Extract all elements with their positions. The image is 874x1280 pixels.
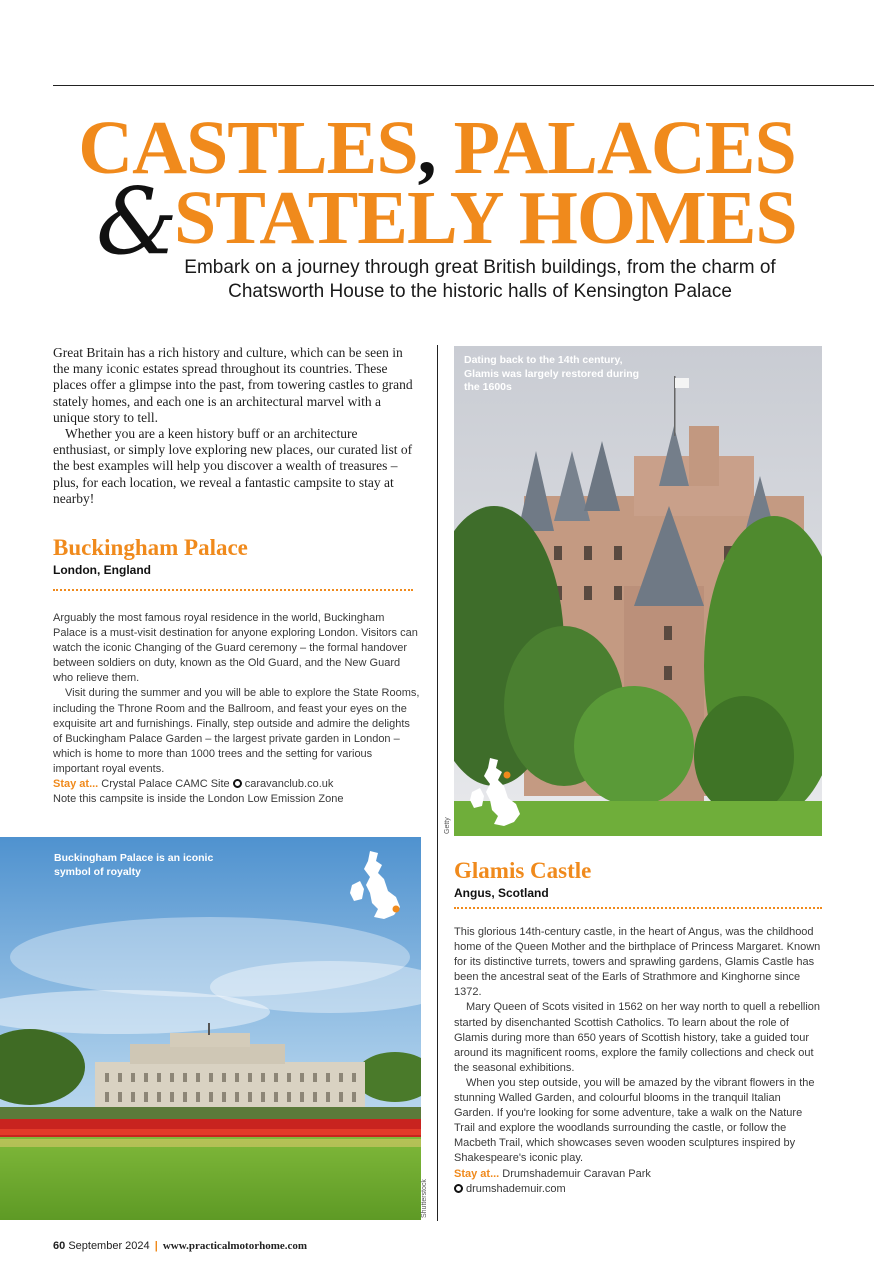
photo-caption: Buckingham Palace is an iconic symbol of royalty [54,852,214,878]
headline-comma: , [417,106,436,190]
stay-line [454,1167,822,1182]
buckingham-palace-photo [0,837,421,1220]
dotted-divider [53,589,413,591]
body-paragraph: When you step outside, you will be amazed by the vibrant flowers in the stunning Walled Garden, and colourful blooms in the tranquil Italian Garden. If you're looking for some adventure, take a walk on the Nature Trail and explore the woodlands surrounding the castle, or follow the Macbeth Trail, which showcases seven wooden sculptures inspired by Shakespeare's iconic play. [454,1076,815,1165]
dotted-divider [454,907,822,909]
issue-date: September 2024 [68,1240,150,1252]
section-buckingham-header [53,534,413,591]
photo-credit: Shutterstock [421,1179,428,1218]
section-title: Buckingham Palace [53,535,248,560]
headline-line2: STATELY HOMES [174,176,797,260]
body-paragraph: This glorious 14th-century castle, in the heart of Angus, was the childhood home of the Queen Mother and the birthplace of Princess Margaret. Known for its distinctive turrets, towers and sprawling gardens, Glamis Castle has been the ancestral seat of the Earls of Strathmore and Kinghorne since 1372. [454,926,821,999]
stay-url-link[interactable]: caravanclub.co.uk [244,778,334,791]
headline-castles: CASTLES [78,106,418,190]
stay-site: Crystal Palace CAMC Site [98,778,233,791]
page-number: 60 [53,1240,66,1252]
top-rule [53,85,874,86]
section-title: Glamis Castle [454,858,592,883]
stay-label: Stay at... [53,778,99,791]
body-paragraph: Visit during the summer and you will be able to explore the State Rooms, including the Throne Room and the Ballroom, and feast your eyes on the exquisite art and furnishings. Finally, step outside and admire the delights of Buckingham Palace Garden – the largest private garden in London – which is home to more than 1000 trees and the setting for various important royal events. [53,687,420,775]
uk-map-icon [348,849,408,923]
photo-caption: Dating back to the 14th century, Glamis was largely restored during the 1600s [464,354,640,393]
footer-separator: | [154,1240,158,1252]
section-glamis-header [454,857,822,909]
intro-paragraph: Whether you are a keen history buff or an architecture enthusiast, or simply love exploring new places, our curated list of the best examples will help you discover a wealth of treasures – plus, for each location, we reveal a fantastic campsite to stay at nearby! [53,426,413,506]
photo-credit: Getty [444,817,451,834]
stay-site: Drumshademuir Caravan Park [499,1167,651,1180]
glamis-castle-photo [454,346,822,836]
section-glamis-body [454,925,822,1197]
intro-paragraph: Great Britain has a rich history and culture, which can be seen in the many iconic estates spread throughout its countries. These places offer a glimpse into the past, from towering castles to grand stately homes, and each one is an architectural marvel with a unique story to tell. [53,345,413,425]
page-footer [53,1240,307,1252]
standfirst: Embark on a journey through great British buildings, from the charm of Chatsworth House to the historic halls of Kensington Palace [184,257,776,302]
body-paragraph: Arguably the most famous royal residence in the world, Buckingham Palace is a must-visit destination for anyone exploring London. Visitors can watch the iconic Changing of the Guard ceremony – the formal handover between soldiers on duty, known as the Old Guard, and the New Guard who relieve them. [53,612,418,685]
column-divider [437,345,438,1221]
uk-map-icon [468,756,526,826]
stay-line [53,777,420,792]
stay-label: Stay at... [454,1167,500,1180]
footer-website-link[interactable]: www.practicalmotorhome.com [162,1240,308,1252]
headline-ampersand: & [96,168,178,275]
stay-url-line [454,1182,822,1197]
section-location: Angus, Scotland [454,886,549,900]
stay-note: Note this campsite is inside the London Low Emission Zone [53,793,344,806]
headline-palaces: PALACES [435,106,796,190]
section-location: London, England [53,563,151,577]
stay-url-link[interactable]: drumshademuir.com [466,1182,566,1195]
body-paragraph: Mary Queen of Scots visited in 1562 on her way north to quell a rebellion started by disenchanted Scottish Catholics. To learn about the role of Glamis during more than 650 years of Scottish history, take a guided tour around its magnificent rooms, explore the family collections and check out the seasonal exhibitions. [454,1001,821,1074]
intro-text [53,345,413,507]
section-buckingham-body [53,611,420,807]
web-icon [233,779,242,788]
web-icon [454,1184,463,1193]
